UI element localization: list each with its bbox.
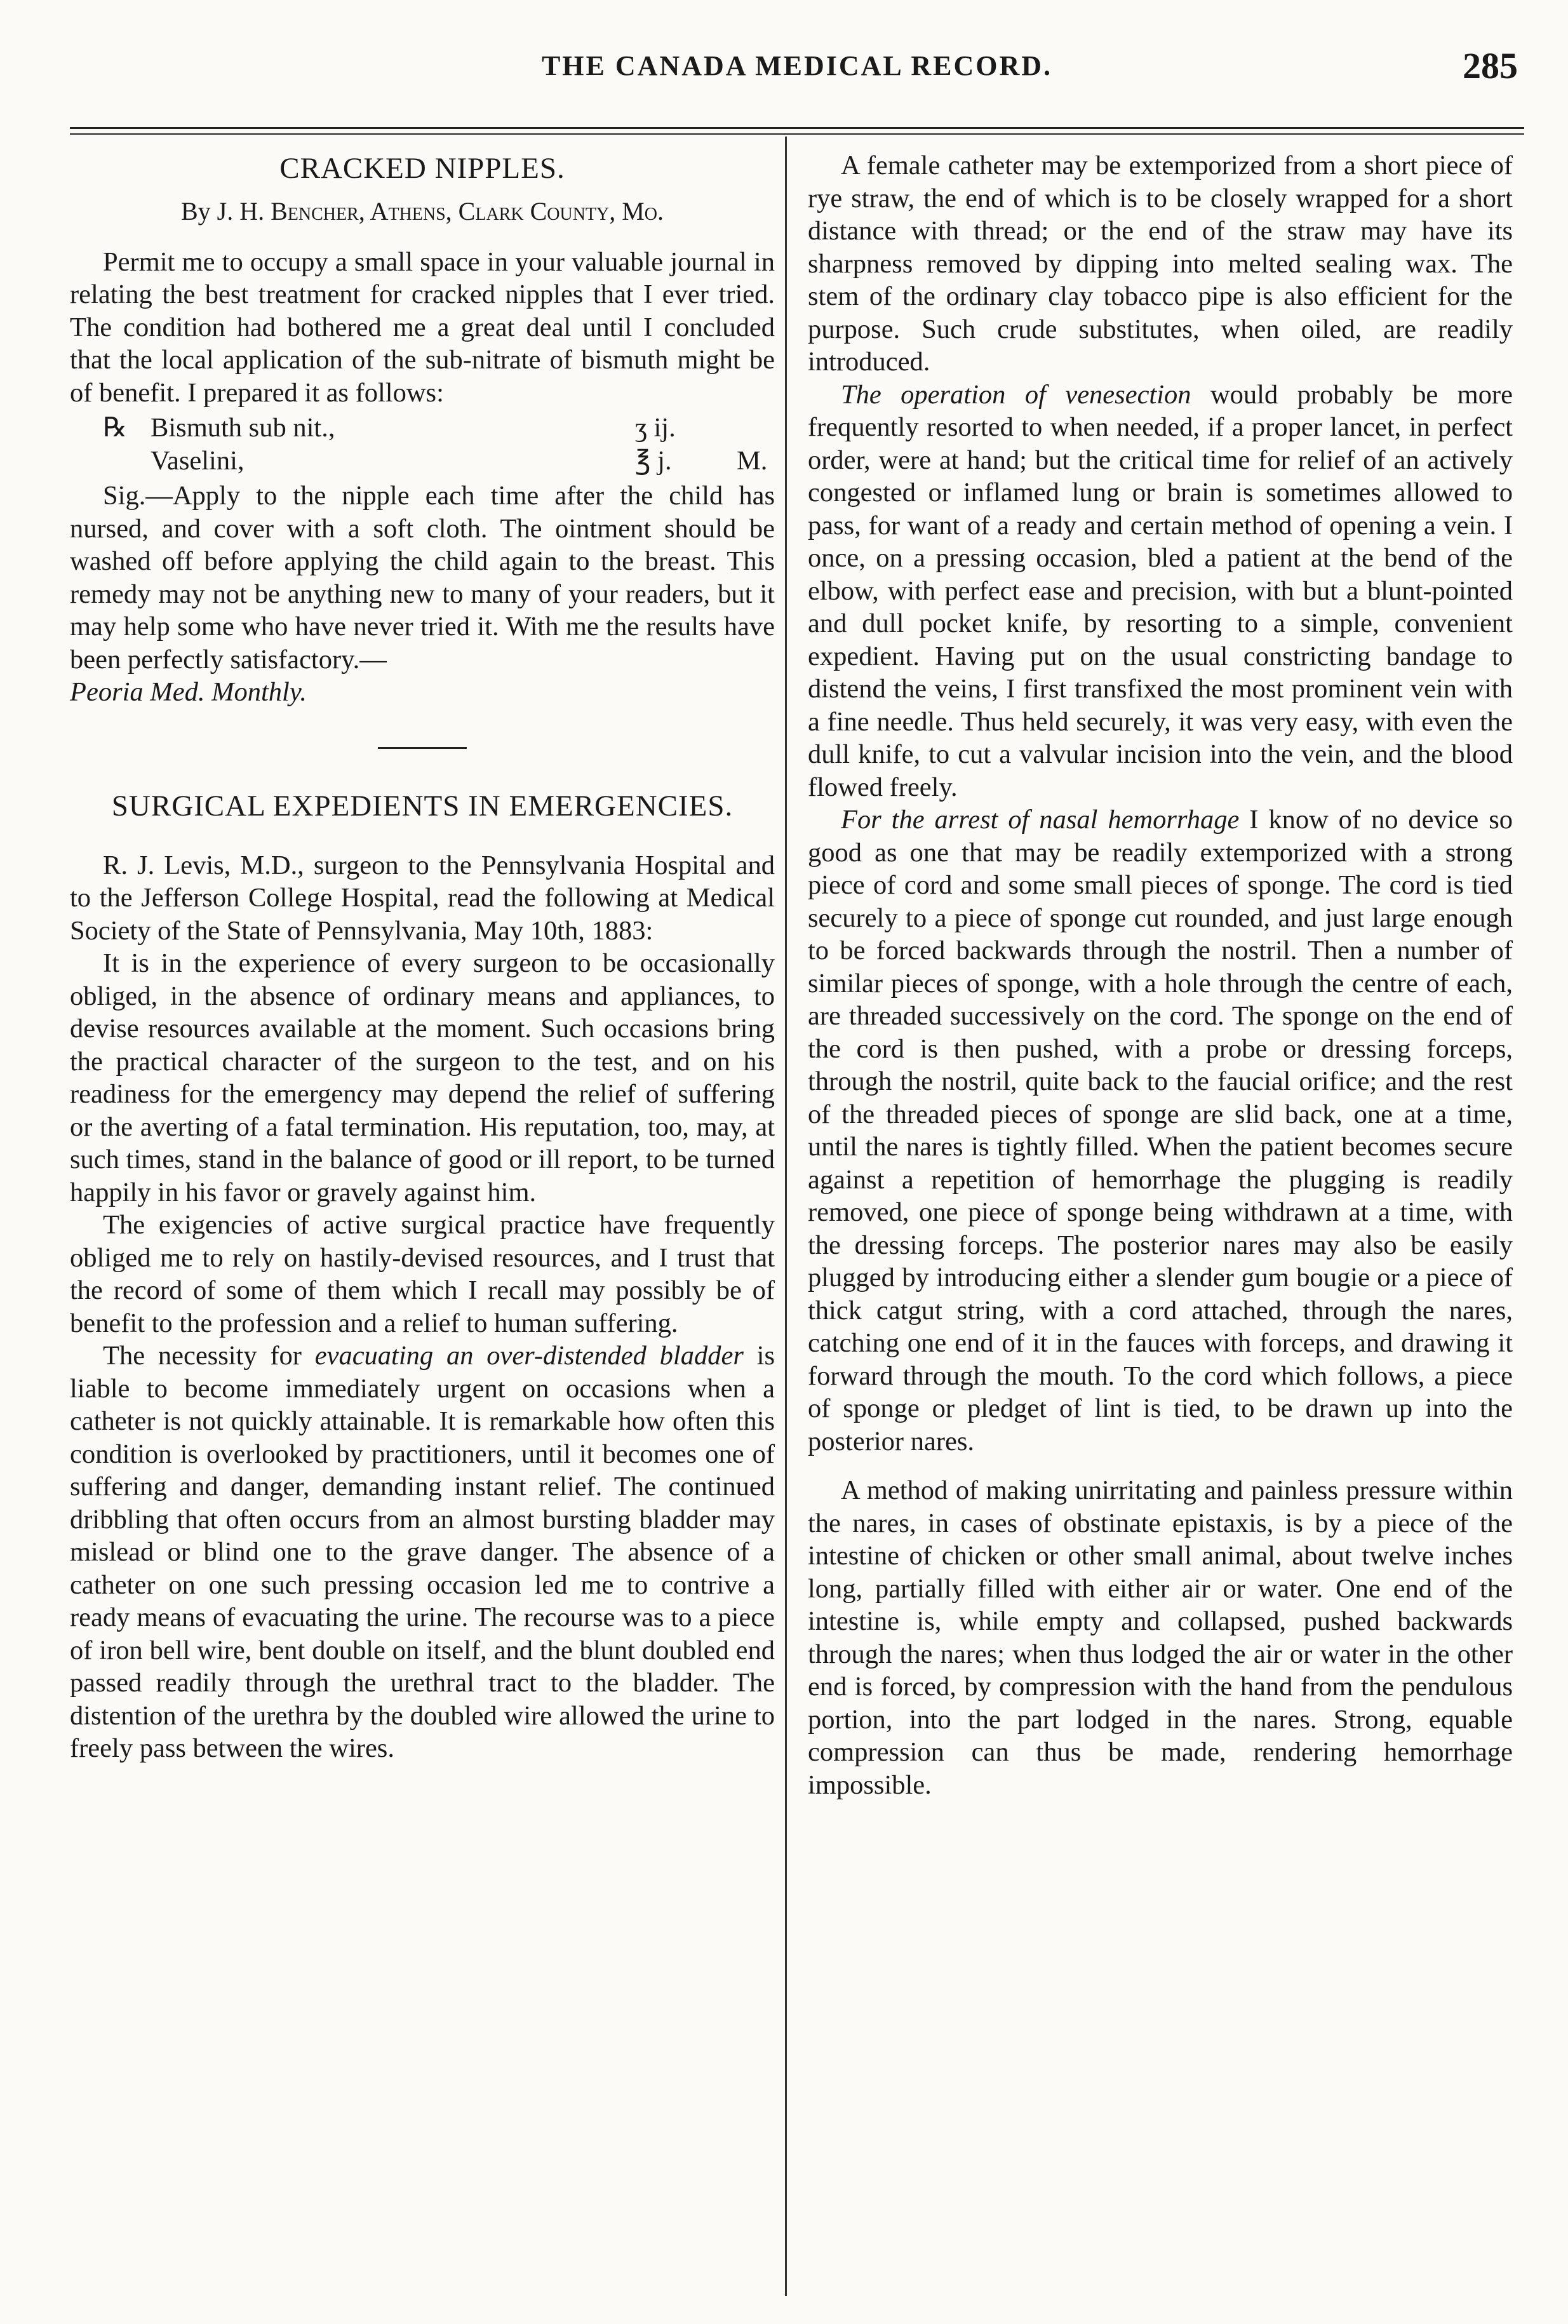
- paragraph: The exigencies of active surgical practice have frequently obliged me to rely on hastily-devised resources, and I trust that the record of some of them which I recall may possibly be of benefit to the profession and a relief to human suffering.: [70, 1210, 775, 1338]
- text-run: would probably be more frequently resorted to when needed, if a proper lancet, in perfect order, were at hand; but the critical time for relief of an actively congested or inflamed lung or brain is sometimes allowed to pass, for want of a ready and certain method of opening a vein. I once, on a pressing occasion, bled a patient at the bend of the elbow, with perfect ease and precision, with but a blunt-pointed and dull pocket knife, by resorting to a simple, convenient expedient. Having put on the usual constricting bandage to distend the veins, I first transfixed the most prominent vein with a fine needle. Thus held securely, it was very easy, with even the dull knife, to cut a valvular incision into the vein, and the blood flowed freely.: [808, 379, 1513, 802]
- right-column: [808, 149, 1513, 1801]
- text-run: The necessity for: [103, 1341, 315, 1371]
- left-column: [70, 149, 775, 1765]
- paragraph: Permit me to occupy a small space in your valuable journal in relating the best treatment for cracked nipples that I ever tried. The condition had bothered me a great deal until I concluded that the local application of the sub-nitrate of bismuth might be of benefit. I prepared it as follows:: [70, 246, 775, 408]
- paragraph-sig: [70, 480, 775, 709]
- running-title: THE CANADA MEDICAL RECORD.: [541, 50, 1053, 81]
- paragraph: [808, 803, 1513, 1458]
- prescription-dose: ʒ ij.: [635, 413, 676, 443]
- paragraph-intro: R. J. Levis, M.D., surgeon to the Pennsylvania Hospital and to the Jefferson College Hospital, read the following at Medical Society of the State of Pennsylvania, May 10th, 1883:: [70, 850, 775, 946]
- source-citation: Peoria Med. Monthly.: [70, 677, 307, 707]
- byline: [70, 195, 775, 228]
- prescription-line: [103, 445, 775, 478]
- prescription-dose: ℥ j.: [635, 445, 672, 476]
- byline-name: J. H. Bencher, Athens, Clark County, Mo.: [217, 197, 664, 225]
- prescription-ingredient: Bismuth sub nit.,: [151, 413, 335, 443]
- paragraph: A female catheter may be extemporized from a short piece of rye straw, the end of which is to be closely wrapped for a short distance with thread; or the end of the straw may have its sharpness removed by dipping into melted sealing wax. The stem of the ordinary clay tobacco pipe is also efficient for the purpose. Such crude substitutes, when oiled, are readily introduced.: [808, 151, 1513, 377]
- article-title-surgical-expedients: SURGICAL EXPEDIENTS IN EMERGENCIES.: [111, 789, 734, 823]
- paragraph: It is in the experience of every surgeon to be occasionally obliged, in the absence of ordinary means and appliances, to devise resources available at the moment. Such occasions bring the practical character of the surgeon to the test, and on his readiness for the emergency may depend the relief of suffering or the averting of a fatal termination. His reputation, too, may, at such times, stand in the balance of good or ill report, to be turned happily in his favor or gravely against him.: [70, 948, 775, 1207]
- italic-phrase: For the arrest of nasal hemorrhage: [841, 805, 1240, 835]
- prescription-mix: M.: [737, 445, 768, 476]
- italic-phrase: evacuating an over-distended bladder: [314, 1341, 744, 1371]
- prescription-line: [103, 412, 775, 445]
- article-title-cracked-nipples: CRACKED NIPPLES.: [279, 152, 565, 185]
- italic-phrase: The operation of venesection: [841, 379, 1191, 410]
- recipe-symbol: ℞: [103, 413, 128, 443]
- byline-prefix: By: [180, 197, 211, 225]
- header-rule: [70, 127, 1524, 129]
- text-run: I know of no device so good as one that may be readily extemporized with a strong piece of cord and some small pieces of sponge. The cord is tied securely to a piece of sponge cut rounded, and just large enough to be forced backwards through the nostril. Then a number of similar pieces of sponge, with a hole through the centre of each, are threaded successively on the cord. The sponge on the end of the cord is then pushed, with a probe or dressing forceps, through the nostril, quite back to the faucial orifice; and the rest of the threaded pieces of sponge are slid back, one at a time, until the nares is tightly filled. When the patient becomes secure against a repetition of hemorrhage the plugging is readily removed, one piece of sponge being withdrawn at a time, with the dressing forceps. The posterior nares may also be easily plugged by introducing either a slender gum bougie or a piece of thick catgut string, with a cord attached, through the nares, catching one end of it in the fauces with forceps, and drawing it forward through the mouth. To the cord which follows, a piece of sponge or pledget of lint is tied, to be drawn up into the posterior nares.: [808, 805, 1513, 1456]
- paragraph: [808, 379, 1513, 804]
- running-head: [70, 44, 1524, 102]
- page-number: 285: [1463, 45, 1518, 86]
- column-divider: [785, 137, 787, 2296]
- text-run: is liable to become immediately urgent on occasions when a catheter is not quickly attainable. It is remarkable how often this condition is overlooked by practitioners, until it becomes one of suffering and danger, demanding instant relief. The continued dribbling that often occurs from an almost bursting bladder may mislead or blind one to the grave danger. The absence of a catheter on one such pressing occasion led me to contrive a ready means of evacuating the urine. The recourse was to a piece of iron bell wire, bent double on itself, and the blunt doubled end passed readily through the urethral tract to the bladder. The distention of the urethra by the doubled wire allowed the urine to freely pass between the wires.: [70, 1341, 775, 1763]
- section-divider: [378, 747, 467, 749]
- paragraph: A method of making unirritating and painless pressure within the nares, in cases of obstinate epistaxis, is by a piece of the intestine of chicken or other small animal, about twelve inches long, partially filled with either air or water. One end of the intestine is, while empty and collapsed, pushed backwards through the nares; when thus lodged the air or water in the other end is forced, by compression with the hand from the pendulous portion, into the part lodged in the nares. Strong, equable compression can thus be made, rendering hemorrhage impossible.: [808, 1475, 1513, 1800]
- sig-text: Sig.—Apply to the nipple each time after the child has nursed, and cover with a soft cloth. The ointment should be washed off before applying the child again to the breast. This remedy may not be anything new to many of your readers, but it may help some who have never tried it. With me the results have been perfectly satisfactory.—: [70, 481, 775, 675]
- header-rule-thin: [70, 133, 1524, 135]
- prescription-mix: [737, 412, 775, 445]
- prescription: [103, 412, 775, 477]
- prescription-ingredient: Vaselini,: [151, 445, 245, 476]
- paragraph: [70, 1340, 775, 1765]
